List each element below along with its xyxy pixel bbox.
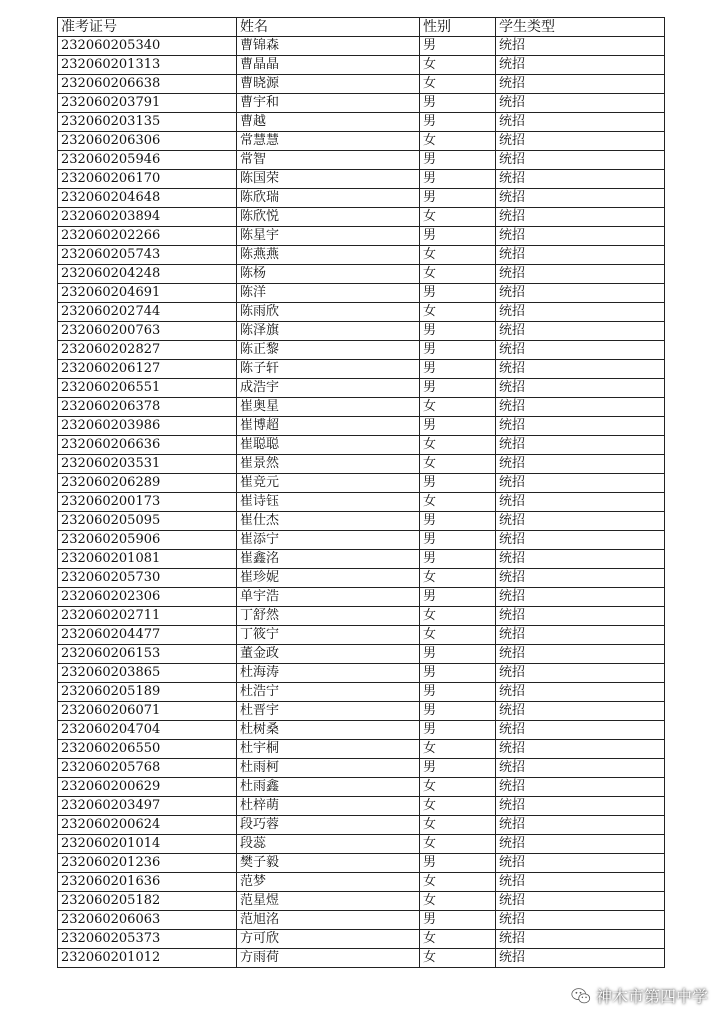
cell-student-type: 统招 — [496, 702, 665, 721]
cell-gender: 女 — [420, 265, 496, 284]
watermark-text: 神木市第四中学 — [595, 987, 708, 1006]
cell-name: 陈泽旗 — [237, 322, 420, 341]
cell-gender: 女 — [420, 569, 496, 588]
cell-gender: 男 — [420, 588, 496, 607]
cell-name: 杜宇桐 — [237, 740, 420, 759]
table-row — [58, 37, 665, 56]
table-row — [58, 322, 665, 341]
cell-exam-id: 232060206289 — [58, 474, 237, 493]
cell-exam-id: 232060203865 — [58, 664, 237, 683]
table-row — [58, 702, 665, 721]
cell-student-type: 统招 — [496, 37, 665, 56]
cell-student-type: 统招 — [496, 284, 665, 303]
cell-gender: 女 — [420, 398, 496, 417]
cell-gender: 男 — [420, 151, 496, 170]
cell-gender: 女 — [420, 208, 496, 227]
cell-student-type: 统招 — [496, 892, 665, 911]
cell-gender: 女 — [420, 740, 496, 759]
cell-exam-id: 232060203791 — [58, 94, 237, 113]
cell-gender: 女 — [420, 873, 496, 892]
table-row — [58, 360, 665, 379]
cell-name: 曹锦森 — [237, 37, 420, 56]
cell-student-type: 统招 — [496, 303, 665, 322]
header-gender: 性别 — [420, 18, 496, 37]
cell-gender: 男 — [420, 170, 496, 189]
table-row — [58, 94, 665, 113]
cell-exam-id: 232060201236 — [58, 854, 237, 873]
cell-gender: 女 — [420, 607, 496, 626]
table-row — [58, 436, 665, 455]
table-row — [58, 778, 665, 797]
cell-student-type: 统招 — [496, 151, 665, 170]
cell-name: 丁筱宁 — [237, 626, 420, 645]
cell-exam-id: 232060206306 — [58, 132, 237, 151]
cell-student-type: 统招 — [496, 322, 665, 341]
cell-student-type: 统招 — [496, 341, 665, 360]
cell-student-type: 统招 — [496, 227, 665, 246]
table-row — [58, 664, 665, 683]
cell-student-type: 统招 — [496, 797, 665, 816]
cell-exam-id: 232060206550 — [58, 740, 237, 759]
cell-name: 段蕊 — [237, 835, 420, 854]
cell-gender: 女 — [420, 816, 496, 835]
cell-name: 崔仕杰 — [237, 512, 420, 531]
cell-exam-id: 232060202306 — [58, 588, 237, 607]
cell-name: 陈洋 — [237, 284, 420, 303]
cell-exam-id: 232060206071 — [58, 702, 237, 721]
cell-name: 崔添宁 — [237, 531, 420, 550]
cell-exam-id: 232060206153 — [58, 645, 237, 664]
cell-exam-id: 232060206636 — [58, 436, 237, 455]
table-row — [58, 892, 665, 911]
cell-name: 陈星宇 — [237, 227, 420, 246]
table-row — [58, 474, 665, 493]
cell-name: 陈杨 — [237, 265, 420, 284]
table-row — [58, 569, 665, 588]
cell-name: 曹越 — [237, 113, 420, 132]
table-row — [58, 227, 665, 246]
table-row — [58, 417, 665, 436]
cell-student-type: 统招 — [496, 189, 665, 208]
cell-name: 常慧慧 — [237, 132, 420, 151]
cell-exam-id: 232060203135 — [58, 113, 237, 132]
cell-gender: 女 — [420, 455, 496, 474]
table-row — [58, 645, 665, 664]
cell-student-type: 统招 — [496, 873, 665, 892]
cell-exam-id: 232060205373 — [58, 930, 237, 949]
cell-exam-id: 232060202711 — [58, 607, 237, 626]
cell-gender: 男 — [420, 360, 496, 379]
cell-name: 范星煜 — [237, 892, 420, 911]
table-row — [58, 683, 665, 702]
cell-name: 曹晓源 — [237, 75, 420, 94]
cell-name: 杜雨柯 — [237, 759, 420, 778]
cell-student-type: 统招 — [496, 474, 665, 493]
cell-student-type: 统招 — [496, 569, 665, 588]
cell-student-type: 统招 — [496, 417, 665, 436]
watermark — [570, 984, 708, 1007]
cell-exam-id: 232060205743 — [58, 246, 237, 265]
cell-gender: 男 — [420, 417, 496, 436]
cell-student-type: 统招 — [496, 94, 665, 113]
cell-student-type: 统招 — [496, 778, 665, 797]
table-row — [58, 265, 665, 284]
cell-name: 常智 — [237, 151, 420, 170]
cell-student-type: 统招 — [496, 531, 665, 550]
cell-gender: 女 — [420, 246, 496, 265]
table-row — [58, 189, 665, 208]
cell-gender: 男 — [420, 227, 496, 246]
cell-exam-id: 232060203531 — [58, 455, 237, 474]
cell-gender: 男 — [420, 284, 496, 303]
table-row — [58, 246, 665, 265]
cell-name: 范梦 — [237, 873, 420, 892]
table-row — [58, 873, 665, 892]
cell-name: 杜浩宁 — [237, 683, 420, 702]
cell-student-type: 统招 — [496, 265, 665, 284]
cell-name: 陈欣悦 — [237, 208, 420, 227]
cell-exam-id: 232060202266 — [58, 227, 237, 246]
table-body — [58, 37, 665, 968]
cell-name: 成浩宇 — [237, 379, 420, 398]
cell-student-type: 统招 — [496, 740, 665, 759]
cell-name: 单宇浩 — [237, 588, 420, 607]
cell-name: 丁舒然 — [237, 607, 420, 626]
table-row — [58, 512, 665, 531]
cell-student-type: 统招 — [496, 588, 665, 607]
cell-student-type: 统招 — [496, 398, 665, 417]
cell-name: 崔诗钰 — [237, 493, 420, 512]
cell-gender: 女 — [420, 75, 496, 94]
cell-student-type: 统招 — [496, 75, 665, 94]
cell-exam-id: 232060206378 — [58, 398, 237, 417]
cell-exam-id: 232060204648 — [58, 189, 237, 208]
cell-gender: 男 — [420, 94, 496, 113]
cell-gender: 女 — [420, 835, 496, 854]
table-row — [58, 56, 665, 75]
cell-name: 段巧蓉 — [237, 816, 420, 835]
cell-name: 崔竞元 — [237, 474, 420, 493]
cell-exam-id: 232060203894 — [58, 208, 237, 227]
table-row — [58, 816, 665, 835]
cell-name: 崔珍妮 — [237, 569, 420, 588]
cell-gender: 女 — [420, 493, 496, 512]
table-row — [58, 930, 665, 949]
cell-gender: 男 — [420, 113, 496, 132]
cell-student-type: 统招 — [496, 436, 665, 455]
cell-exam-id: 232060205906 — [58, 531, 237, 550]
cell-name: 杜雨鑫 — [237, 778, 420, 797]
table-header-row — [58, 18, 665, 37]
cell-gender: 女 — [420, 626, 496, 645]
cell-student-type: 统招 — [496, 721, 665, 740]
cell-exam-id: 232060205730 — [58, 569, 237, 588]
cell-student-type: 统招 — [496, 208, 665, 227]
cell-exam-id: 232060200624 — [58, 816, 237, 835]
wechat-icon — [570, 985, 592, 1007]
cell-name: 陈欣瑞 — [237, 189, 420, 208]
table-row — [58, 835, 665, 854]
table-row — [58, 797, 665, 816]
table-row — [58, 911, 665, 930]
cell-student-type: 统招 — [496, 56, 665, 75]
cell-exam-id: 232060204477 — [58, 626, 237, 645]
cell-student-type: 统招 — [496, 683, 665, 702]
cell-exam-id: 232060205768 — [58, 759, 237, 778]
cell-name: 崔景然 — [237, 455, 420, 474]
cell-name: 方雨荷 — [237, 949, 420, 968]
cell-name: 陈子轩 — [237, 360, 420, 379]
cell-exam-id: 232060203986 — [58, 417, 237, 436]
cell-student-type: 统招 — [496, 132, 665, 151]
table-row — [58, 626, 665, 645]
cell-gender: 男 — [420, 683, 496, 702]
cell-gender: 女 — [420, 303, 496, 322]
table-row — [58, 284, 665, 303]
table-row — [58, 455, 665, 474]
table-row — [58, 170, 665, 189]
cell-name: 陈燕燕 — [237, 246, 420, 265]
table-row — [58, 493, 665, 512]
cell-exam-id: 232060205182 — [58, 892, 237, 911]
cell-student-type: 统招 — [496, 759, 665, 778]
table-row — [58, 949, 665, 968]
cell-student-type: 统招 — [496, 113, 665, 132]
cell-exam-id: 232060205946 — [58, 151, 237, 170]
cell-exam-id: 232060204248 — [58, 265, 237, 284]
cell-student-type: 统招 — [496, 550, 665, 569]
cell-name: 陈国荣 — [237, 170, 420, 189]
cell-gender: 女 — [420, 949, 496, 968]
table-row — [58, 607, 665, 626]
cell-exam-id: 232060206063 — [58, 911, 237, 930]
cell-name: 陈正黎 — [237, 341, 420, 360]
cell-name: 曹晶晶 — [237, 56, 420, 75]
cell-exam-id: 232060206638 — [58, 75, 237, 94]
cell-gender: 女 — [420, 132, 496, 151]
cell-student-type: 统招 — [496, 816, 665, 835]
cell-exam-id: 232060206170 — [58, 170, 237, 189]
cell-name: 陈雨欣 — [237, 303, 420, 322]
table-row — [58, 208, 665, 227]
cell-exam-id: 232060201313 — [58, 56, 237, 75]
cell-name: 杜海涛 — [237, 664, 420, 683]
cell-exam-id: 232060201012 — [58, 949, 237, 968]
table-row — [58, 379, 665, 398]
cell-gender: 男 — [420, 854, 496, 873]
cell-student-type: 统招 — [496, 835, 665, 854]
table-row — [58, 132, 665, 151]
cell-gender: 女 — [420, 797, 496, 816]
table-row — [58, 759, 665, 778]
cell-name: 杜梓萌 — [237, 797, 420, 816]
cell-gender: 男 — [420, 512, 496, 531]
cell-exam-id: 232060205340 — [58, 37, 237, 56]
cell-gender: 男 — [420, 645, 496, 664]
cell-exam-id: 232060200629 — [58, 778, 237, 797]
cell-exam-id: 232060200173 — [58, 493, 237, 512]
cell-name: 杜晋宇 — [237, 702, 420, 721]
cell-exam-id: 232060201636 — [58, 873, 237, 892]
cell-student-type: 统招 — [496, 664, 665, 683]
table-row — [58, 721, 665, 740]
cell-gender: 女 — [420, 778, 496, 797]
cell-name: 范旭洺 — [237, 911, 420, 930]
cell-exam-id: 232060201014 — [58, 835, 237, 854]
cell-exam-id: 232060205189 — [58, 683, 237, 702]
student-list-table — [57, 17, 665, 968]
header-exam-id: 准考证号 — [58, 18, 237, 37]
cell-student-type: 统招 — [496, 949, 665, 968]
cell-gender: 男 — [420, 379, 496, 398]
cell-exam-id: 232060204691 — [58, 284, 237, 303]
cell-exam-id: 232060202744 — [58, 303, 237, 322]
cell-exam-id: 232060205095 — [58, 512, 237, 531]
cell-gender: 男 — [420, 341, 496, 360]
cell-student-type: 统招 — [496, 607, 665, 626]
cell-gender: 女 — [420, 892, 496, 911]
header-student-type: 学生类型 — [496, 18, 665, 37]
cell-name: 崔博超 — [237, 417, 420, 436]
cell-name: 杜树桑 — [237, 721, 420, 740]
cell-student-type: 统招 — [496, 246, 665, 265]
cell-gender: 男 — [420, 189, 496, 208]
cell-exam-id: 232060204704 — [58, 721, 237, 740]
cell-exam-id: 232060200763 — [58, 322, 237, 341]
table-row — [58, 75, 665, 94]
cell-name: 崔奥星 — [237, 398, 420, 417]
cell-exam-id: 232060203497 — [58, 797, 237, 816]
table-row — [58, 854, 665, 873]
cell-exam-id: 232060202827 — [58, 341, 237, 360]
cell-gender: 男 — [420, 322, 496, 341]
cell-exam-id: 232060206551 — [58, 379, 237, 398]
table-row — [58, 303, 665, 322]
cell-student-type: 统招 — [496, 854, 665, 873]
cell-gender: 男 — [420, 759, 496, 778]
cell-student-type: 统招 — [496, 930, 665, 949]
cell-student-type: 统招 — [496, 379, 665, 398]
cell-gender: 男 — [420, 664, 496, 683]
cell-name: 曹宇和 — [237, 94, 420, 113]
cell-student-type: 统招 — [496, 911, 665, 930]
cell-student-type: 统招 — [496, 170, 665, 189]
table-row — [58, 398, 665, 417]
cell-gender: 男 — [420, 37, 496, 56]
cell-exam-id: 232060206127 — [58, 360, 237, 379]
cell-gender: 女 — [420, 436, 496, 455]
cell-name: 崔聪聪 — [237, 436, 420, 455]
cell-student-type: 统招 — [496, 493, 665, 512]
cell-name: 樊子毅 — [237, 854, 420, 873]
table-row — [58, 588, 665, 607]
cell-gender: 男 — [420, 531, 496, 550]
cell-student-type: 统招 — [496, 360, 665, 379]
cell-gender: 男 — [420, 911, 496, 930]
table-row — [58, 740, 665, 759]
cell-exam-id: 232060201081 — [58, 550, 237, 569]
table-row — [58, 550, 665, 569]
cell-student-type: 统招 — [496, 645, 665, 664]
table-row — [58, 531, 665, 550]
table-row — [58, 113, 665, 132]
cell-gender: 女 — [420, 930, 496, 949]
cell-student-type: 统招 — [496, 512, 665, 531]
cell-gender: 男 — [420, 550, 496, 569]
cell-gender: 女 — [420, 56, 496, 75]
cell-name: 方可欣 — [237, 930, 420, 949]
table-row — [58, 151, 665, 170]
cell-name: 崔鑫洺 — [237, 550, 420, 569]
table-row — [58, 341, 665, 360]
cell-name: 董金政 — [237, 645, 420, 664]
header-name: 姓名 — [237, 18, 420, 37]
cell-student-type: 统招 — [496, 455, 665, 474]
cell-gender: 男 — [420, 474, 496, 493]
cell-student-type: 统招 — [496, 626, 665, 645]
cell-gender: 男 — [420, 702, 496, 721]
cell-gender: 男 — [420, 721, 496, 740]
